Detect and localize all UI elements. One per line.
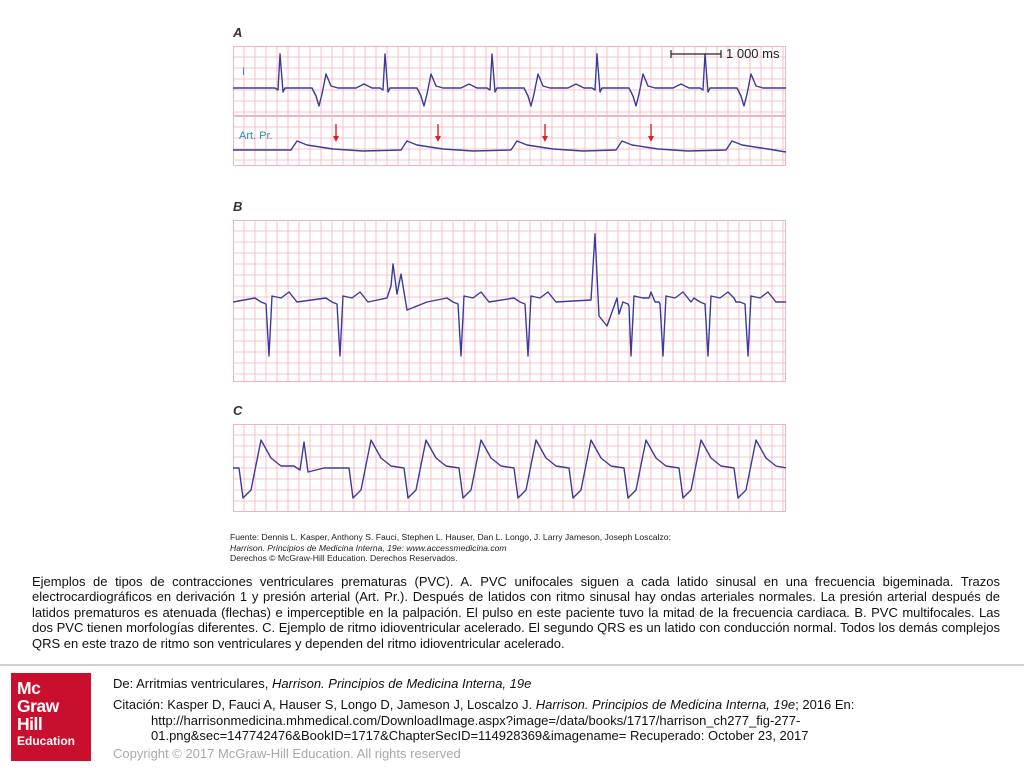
logo-text-graw: Graw — [17, 696, 59, 716]
ecg-strip-lead-i — [233, 46, 786, 116]
footer-divider — [0, 664, 1024, 666]
ecg-strip-panel-b — [233, 220, 786, 382]
lead-label-i: I — [242, 66, 246, 78]
figure-caption: Ejemplos de tipos de contracciones ventriculares prematuras (PVC). A. PVC unifocales siguen a cada latido sinusal en una frecuencia bigeminada. Trazos electrocardiográficos en derivación 1 y presión arterial (Art. Pr.). Después de latidos con ritmo sinusal hay ondas arteriales normales. La presión arterial después de latidos prematuros es atenuada (flechas) e imperceptible en la palpación. El pulso en este paciente tuvo la mitad de la frecuencia cardiaca. B. PVC multifocales. Las dos PVC tienen morfologías diferentes. C. Ejemplo de ritmo idioventricular acelerado. El segundo QRS es un latido con conducción normal. Todos los demás complejos QRS en este trazo de ritmo son ventriculares y dependen del ritmo idioventricular acelerado. — [32, 574, 1000, 651]
source-book: Harrison. Principios de Medicina Interna, 19e: www.accessmedicina.com — [230, 542, 507, 553]
panel-c-label: C — [233, 403, 243, 418]
citation-book-title: Harrison. Principios de Medicina Interna, 19e — [535, 697, 796, 712]
citation-authors: Citación: Kasper D, Fauci A, Hauser S, Longo D, Jameson J, Loscalzo J. — [113, 697, 536, 712]
ecg-trace-panel-b — [233, 234, 786, 356]
lead-label-art-pr: Art. Pr. — [239, 130, 273, 142]
arterial-pressure-strip — [233, 116, 786, 166]
from-book-title: Harrison. Principios de Medicina Interna, 19e — [271, 676, 532, 691]
panel-b-label: B — [233, 199, 243, 214]
grid-border — [234, 221, 786, 382]
citation-year: ; 2016 En: — [795, 697, 855, 712]
citation-block — [113, 697, 913, 744]
source-authors: Fuente: Dennis L. Kasper, Anthony S. Fauci, Stephen L. Hauser, Dan L. Longo, J. Larry Jameson, Joseph Loscalzo: — [230, 532, 671, 542]
arrow-head-icon — [333, 136, 339, 142]
ecg-grid — [233, 116, 786, 166]
time-scale-label: 1 000 ms — [726, 46, 780, 61]
citation-url-line-2[interactable]: 01.png&sec=147742476&BookID=1717&ChapterSecID=114928369&imagename= Recuperado: October 23, 2017 — [151, 728, 809, 743]
arrow-head-icon — [648, 136, 654, 142]
ecg-grid — [233, 220, 786, 382]
figure-source-note — [230, 532, 790, 564]
ecg-trace-lead-i — [233, 54, 786, 106]
panel-a-label: A — [233, 25, 243, 40]
arrow-head-icon — [542, 136, 548, 142]
source-chapter-line — [113, 676, 531, 691]
source-rights: Derechos © McGraw-Hill Education. Derechos Reservados. — [230, 553, 458, 563]
arterial-pressure-trace — [233, 141, 786, 152]
logo-text-education: Education — [17, 734, 76, 748]
arrow-head-icon — [435, 136, 441, 142]
copyright-notice: Copyright © 2017 McGraw-Hill Education. All rights reserved — [113, 746, 461, 761]
logo-text-mc: Mc — [17, 678, 41, 698]
citation-url-line-1[interactable]: http://harrisonmedicina.mhmedical.com/DownloadImage.aspx?image=/data/books/1717/harrison_ch277_fig-277- — [151, 712, 801, 728]
ecg-trace-panel-c — [233, 440, 786, 498]
logo-text-hill: Hill — [17, 714, 43, 734]
ecg-strip-panel-c — [233, 424, 786, 512]
grid-border — [234, 117, 786, 166]
from-prefix: De: Arritmias ventriculares, — [113, 676, 272, 691]
mcgraw-hill-logo — [11, 673, 91, 761]
